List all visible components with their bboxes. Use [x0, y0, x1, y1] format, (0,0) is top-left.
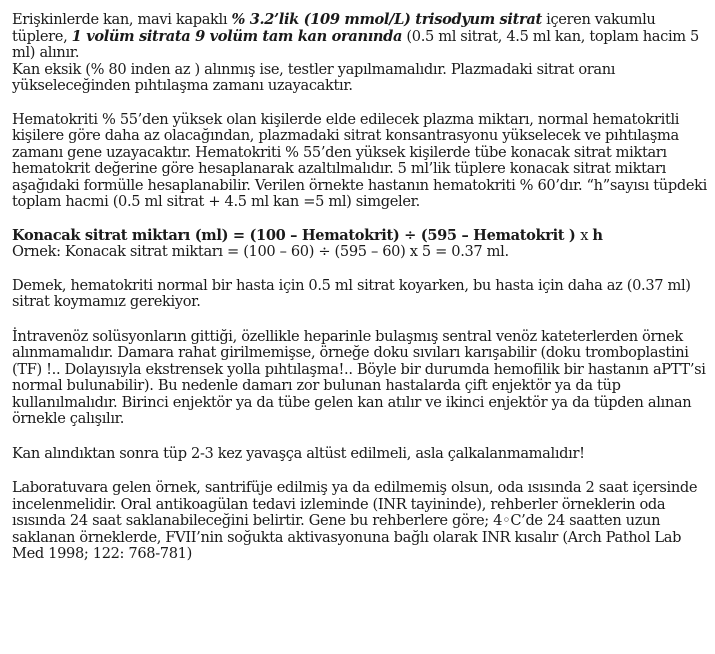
formula-bold: Konacak sitrat miktarı (ml) = (100 – Hematokrit) ÷ (595 – Hematokrit ): [12, 226, 581, 244]
paragraph-storage: Laboratuvara gelen örnek, santrifüje edilmiş ya da edilmemiş olsun, oda ısısında 2 saat içersinde incelenmelidir. Oral antikoagülan tedavi izleminde (INR tayininde), rehberler örneklerin oda ısısında 24 saat saklanabileceğini belirtir. Gene bu rehberlere göre; 4◦C’de 24 saatten uzun saklanan örneklerde, FVII’nin soğukta aktivasyonuna bağlı olarak INR kısalır (Arch Pathol Lab Med 1998; 122: 768-781): [12, 479, 698, 562]
paragraph-hematocrit: Hematokriti % 55’den yüksek olan kişilerde elde edilecek plazma miktarı, normal hematokritli kişilere göre daha az olacağından, plazmadaki sitrat konsantrasyonu yükselecek ve pıhtılaşma zamanı gene uzayacaktır. Hematokriti % 55’den yüksek kişilerde tübe konacak sitrat miktarı hematokrit değerine göre hesaplanarak azaltılmalıdır. 5 ml’lik tüplere konacak sitrat miktarı aşağıdaki formülle hesaplanabilir. Verilen örnekte hastanın hematokriti % 60’dır. “h”sayısı tüpdeki toplam hacmi (0.5 ml sitrat + 4.5 ml kan =5 ml) simgeler.: [12, 110, 707, 210]
paragraph-insufficient-sample: Kan eksik (% 80 inden az ) alınmış ise, testler yapılmamalıdır. Plazmadaki sitrat oranı yükseleceğinden pıhtılaşma zamanı uzayacaktır.: [12, 60, 616, 94]
formula-h: h: [592, 226, 603, 244]
paragraph-citrate-tube: [12, 12, 707, 62]
formula-line: [12, 228, 707, 245]
emphasis-citrate-concentration: % 3.2’lik (109 mmol/L) trisodyum sitrat: [231, 11, 542, 28]
paragraph-catheter: İntravenöz solüsyonların gittiği, özellikle heparinle bulaşmış sentral venöz kateterlerden örnek alınmamalıdır. Damara rahat girilmemişse, örneğe doku sıvıları karışabilir (doku tromboplastini (TF) !.. Dolayısıyla ekstrensek yolla pıhtılaşma!.. Böyle bir durumda hemofilik bir hastanın aPTT’si normal bulunabilir). Bu nedenle damarı zor bulunan hastalarda çift enjektör ya da tüp kullanılmalıdır. Birinci enjektör ya da tübe gelen kan atılır ve ikinci enjektör ya da tüpden alınan örnekle çalışılır.: [12, 327, 706, 427]
paragraph-mixing: Kan alındıktan sonra tüp 2-3 kez yavaşça altüst edilmeli, asla çalkalanmamalıdır!: [12, 444, 585, 462]
text-segment: (0.5 ml sitrat, 4.5 ml kan, toplam hacim 5 ml) alınır.: [12, 27, 699, 61]
paragraph-conclusion: Demek, hematokriti normal bir hasta için 0.5 ml sitrat koyarken, bu hasta için daha az (0.37 ml) sitrat koymamız gerekiyor.: [12, 276, 691, 310]
formula-multiply: x: [580, 226, 593, 244]
emphasis-volume-ratio: 1 volüm sitrata 9 volüm tam kan oranında: [71, 27, 403, 45]
text-segment: içeren vakumlu tüplere,: [12, 11, 656, 45]
formula-example: Ornek: Konacak sitrat miktarı = (100 – 60) ÷ (595 – 60) x 5 = 0.37 ml.: [12, 243, 509, 260]
text-segment: Erişkinlerde kan, mavi kapaklı: [12, 11, 232, 28]
